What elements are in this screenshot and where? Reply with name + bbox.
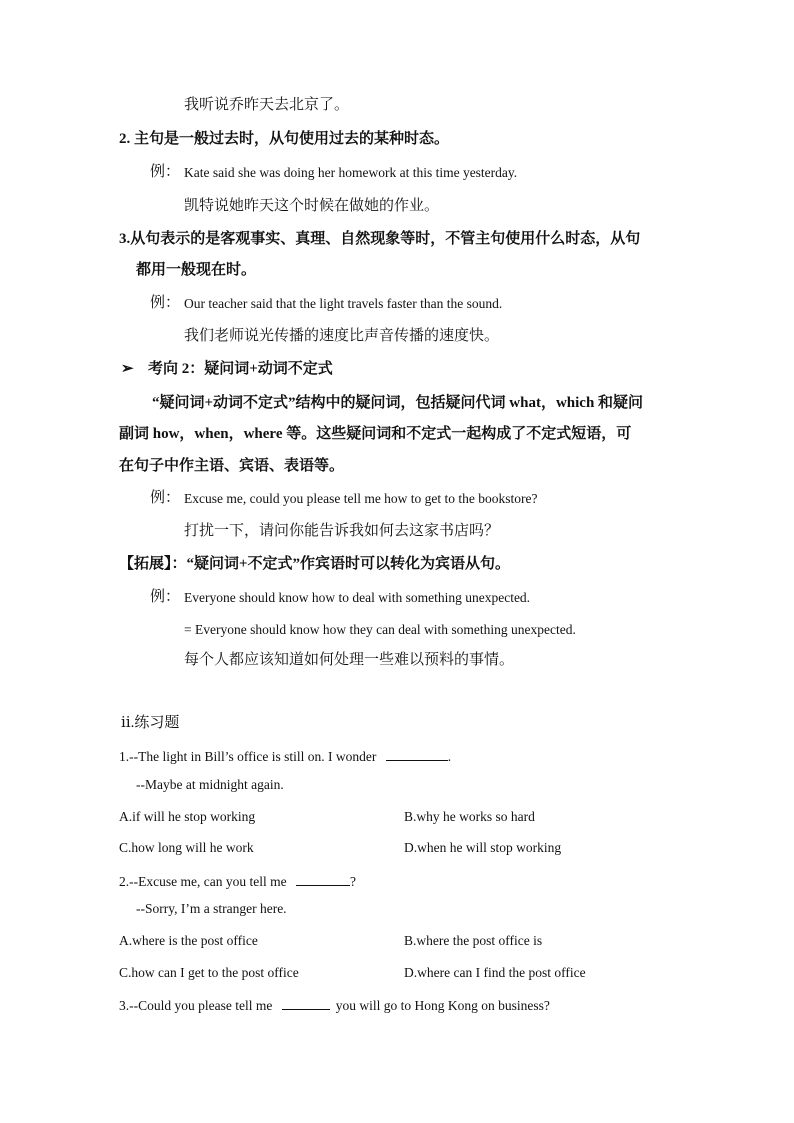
question-stem-end: . — [447, 749, 452, 764]
rule-3-heading-cont: 都用一般现在时。 — [136, 262, 257, 278]
example-sentence-3: Our teacher said that the light travels faster than the sound. — [184, 296, 503, 311]
answer-blank[interactable] — [296, 873, 350, 886]
question-1-option-c[interactable]: C.how long will he work — [119, 840, 254, 855]
exercise-heading: ⅱ.练习题 — [121, 715, 180, 731]
question-2-option-c[interactable]: C.how can I get to the post office — [119, 965, 299, 980]
rule-3-heading: 3.从句表示的是客观事实、真理、自然现象等时，不管主句使用什么时态，从句 — [119, 231, 641, 247]
question-2-reply: --Sorry, I’m a stranger here. — [136, 901, 287, 916]
question-3-stem — [119, 997, 550, 1013]
question-1-option-d[interactable]: D.when he will stop working — [404, 840, 562, 855]
answer-blank[interactable] — [386, 748, 448, 761]
example-translation-2: 凯特说她昨天这个时候在做她的作业。 — [184, 198, 440, 214]
extension-heading: 【拓展】：“疑问词+不定式”作宾语时可以转化为宾语从句。 — [119, 556, 511, 572]
example-sentence-5-rewrite: = Everyone should know how they can deal with something unexpected. — [184, 622, 576, 637]
example-sentence-4: Excuse me, could you please tell me how to get to the bookstore? — [184, 491, 538, 506]
question-2-option-b[interactable]: B.where the post office is — [404, 933, 543, 948]
rule-2-heading: 2. 主句是一般过去时，从句使用过去的某种时态。 — [119, 131, 450, 147]
question-stem-end: you will go to Hong Kong on business? — [335, 998, 550, 1013]
question-1-reply: --Maybe at midnight again. — [136, 777, 284, 792]
example-sentence-5: Everyone should know how to deal with something unexpected. — [184, 590, 531, 605]
question-2-option-d[interactable]: D.where can I find the post office — [404, 965, 586, 980]
example-label: 例： — [150, 490, 181, 506]
section-2-heading: 考向 2：疑问词+动词不定式 — [148, 361, 333, 377]
section-2-body-3: 在句子中作主语、宾语、表语等。 — [119, 458, 345, 474]
question-stem-text: 1.--The light in Bill’s office is still on. I wonder — [119, 749, 377, 764]
question-stem-end: ? — [349, 874, 356, 889]
example-label: 例： — [150, 164, 181, 180]
question-2-stem — [119, 873, 356, 889]
answer-blank[interactable] — [282, 997, 330, 1010]
section-2-body-1: “疑问词+动词不定式”结构中的疑问词，包括疑问代词 what，which 和疑问 — [152, 395, 644, 411]
question-1-option-a[interactable]: A.if will he stop working — [119, 809, 256, 824]
question-1-stem — [119, 748, 451, 764]
example-sentence-2: Kate said she was doing her homework at this time yesterday. — [184, 165, 518, 180]
question-2-option-a[interactable]: A.where is the post office — [119, 933, 258, 948]
example-translation-4: 打扰一下，请问你能告诉我如何去这家书店吗？ — [184, 523, 500, 539]
question-1-option-b[interactable]: B.why he works so hard — [404, 809, 535, 824]
example-label: 例： — [150, 295, 181, 311]
example-translation-5: 每个人都应该知道如何处理一些难以预料的事情。 — [184, 652, 515, 668]
question-stem-text: 3.--Could you please tell me — [119, 998, 273, 1013]
section-2-body-2: 副词 how，when，where 等。这些疑问词和不定式一起构成了不定式短语，可 — [119, 426, 632, 442]
example-translation-1: 我听说乔昨天去北京了。 — [184, 97, 350, 113]
bullet-arrow-icon: ➢ — [121, 361, 134, 377]
example-translation-3: 我们老师说光传播的速度比声音传播的速度快。 — [184, 328, 500, 344]
example-label: 例： — [150, 589, 181, 605]
question-stem-text: 2.--Excuse me, can you tell me — [119, 874, 287, 889]
